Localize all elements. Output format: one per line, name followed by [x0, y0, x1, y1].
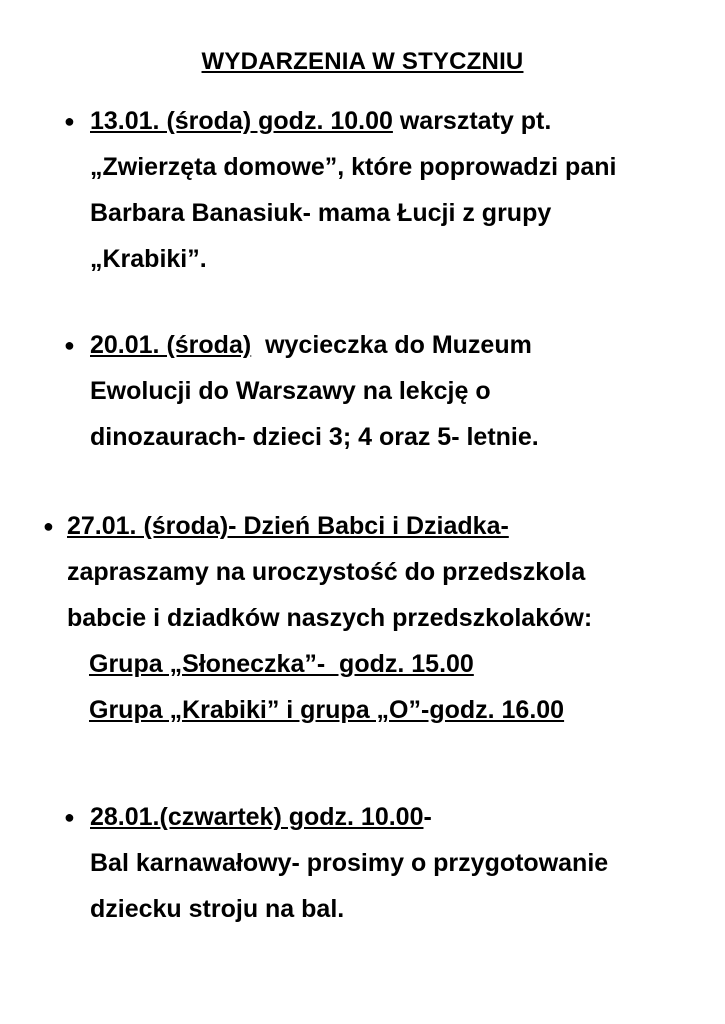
group-time: Grupa „Słoneczka”- godz. 15.00 — [89, 650, 474, 678]
group-time: Grupa „Krabiki” i grupa „O”-godz. 16.00 — [89, 696, 565, 724]
event-line: Barbara Banasiuk- mama Łucji z grupy — [90, 199, 552, 227]
event-line: Ewolucji do Warszawy na lekcję o — [90, 377, 491, 405]
event-line: dziecku stroju na bal. — [90, 895, 345, 923]
event-line: babcie i dziadków naszych przedszkolaków: — [67, 604, 593, 632]
event-item — [90, 98, 616, 282]
bullet-icon: ● — [43, 516, 54, 536]
event-first-line — [90, 322, 539, 368]
event-line: zapraszamy na uroczystość do przedszkola — [67, 558, 586, 586]
event-item — [67, 503, 592, 733]
event-date: 28.01.(czwartek) godz. 10.00 — [90, 803, 424, 831]
event-line: „Zwierzęta domowe”, które poprowadzi pani — [90, 153, 617, 181]
bullet-icon: ● — [64, 111, 75, 131]
event-text: - — [423, 803, 432, 831]
event-item — [90, 794, 608, 932]
event-line: „Krabiki”. — [90, 245, 207, 273]
event-date: 20.01. (środa) — [90, 331, 252, 359]
event-date: 13.01. (środa) godz. 10.00 — [90, 107, 393, 135]
event-line: dinozaurach- dzieci 3; 4 oraz 5- letnie. — [90, 423, 539, 451]
bullet-icon: ● — [64, 807, 75, 827]
page-title: WYDARZENIA W STYCZNIU — [201, 48, 524, 75]
bullet-icon: ● — [64, 335, 75, 355]
event-first-line — [90, 794, 608, 840]
event-date: 27.01. (środa)- Dzień Babci i Dziadka- — [67, 512, 509, 540]
event-first-line — [90, 98, 616, 144]
event-text: wycieczka do Muzeum — [251, 331, 532, 359]
group-line — [67, 687, 592, 733]
event-item — [90, 322, 539, 460]
event-line: Bal karnawałowy- prosimy o przygotowanie — [90, 849, 609, 877]
group-line — [67, 641, 592, 687]
event-text: warsztaty pt. — [392, 107, 552, 135]
